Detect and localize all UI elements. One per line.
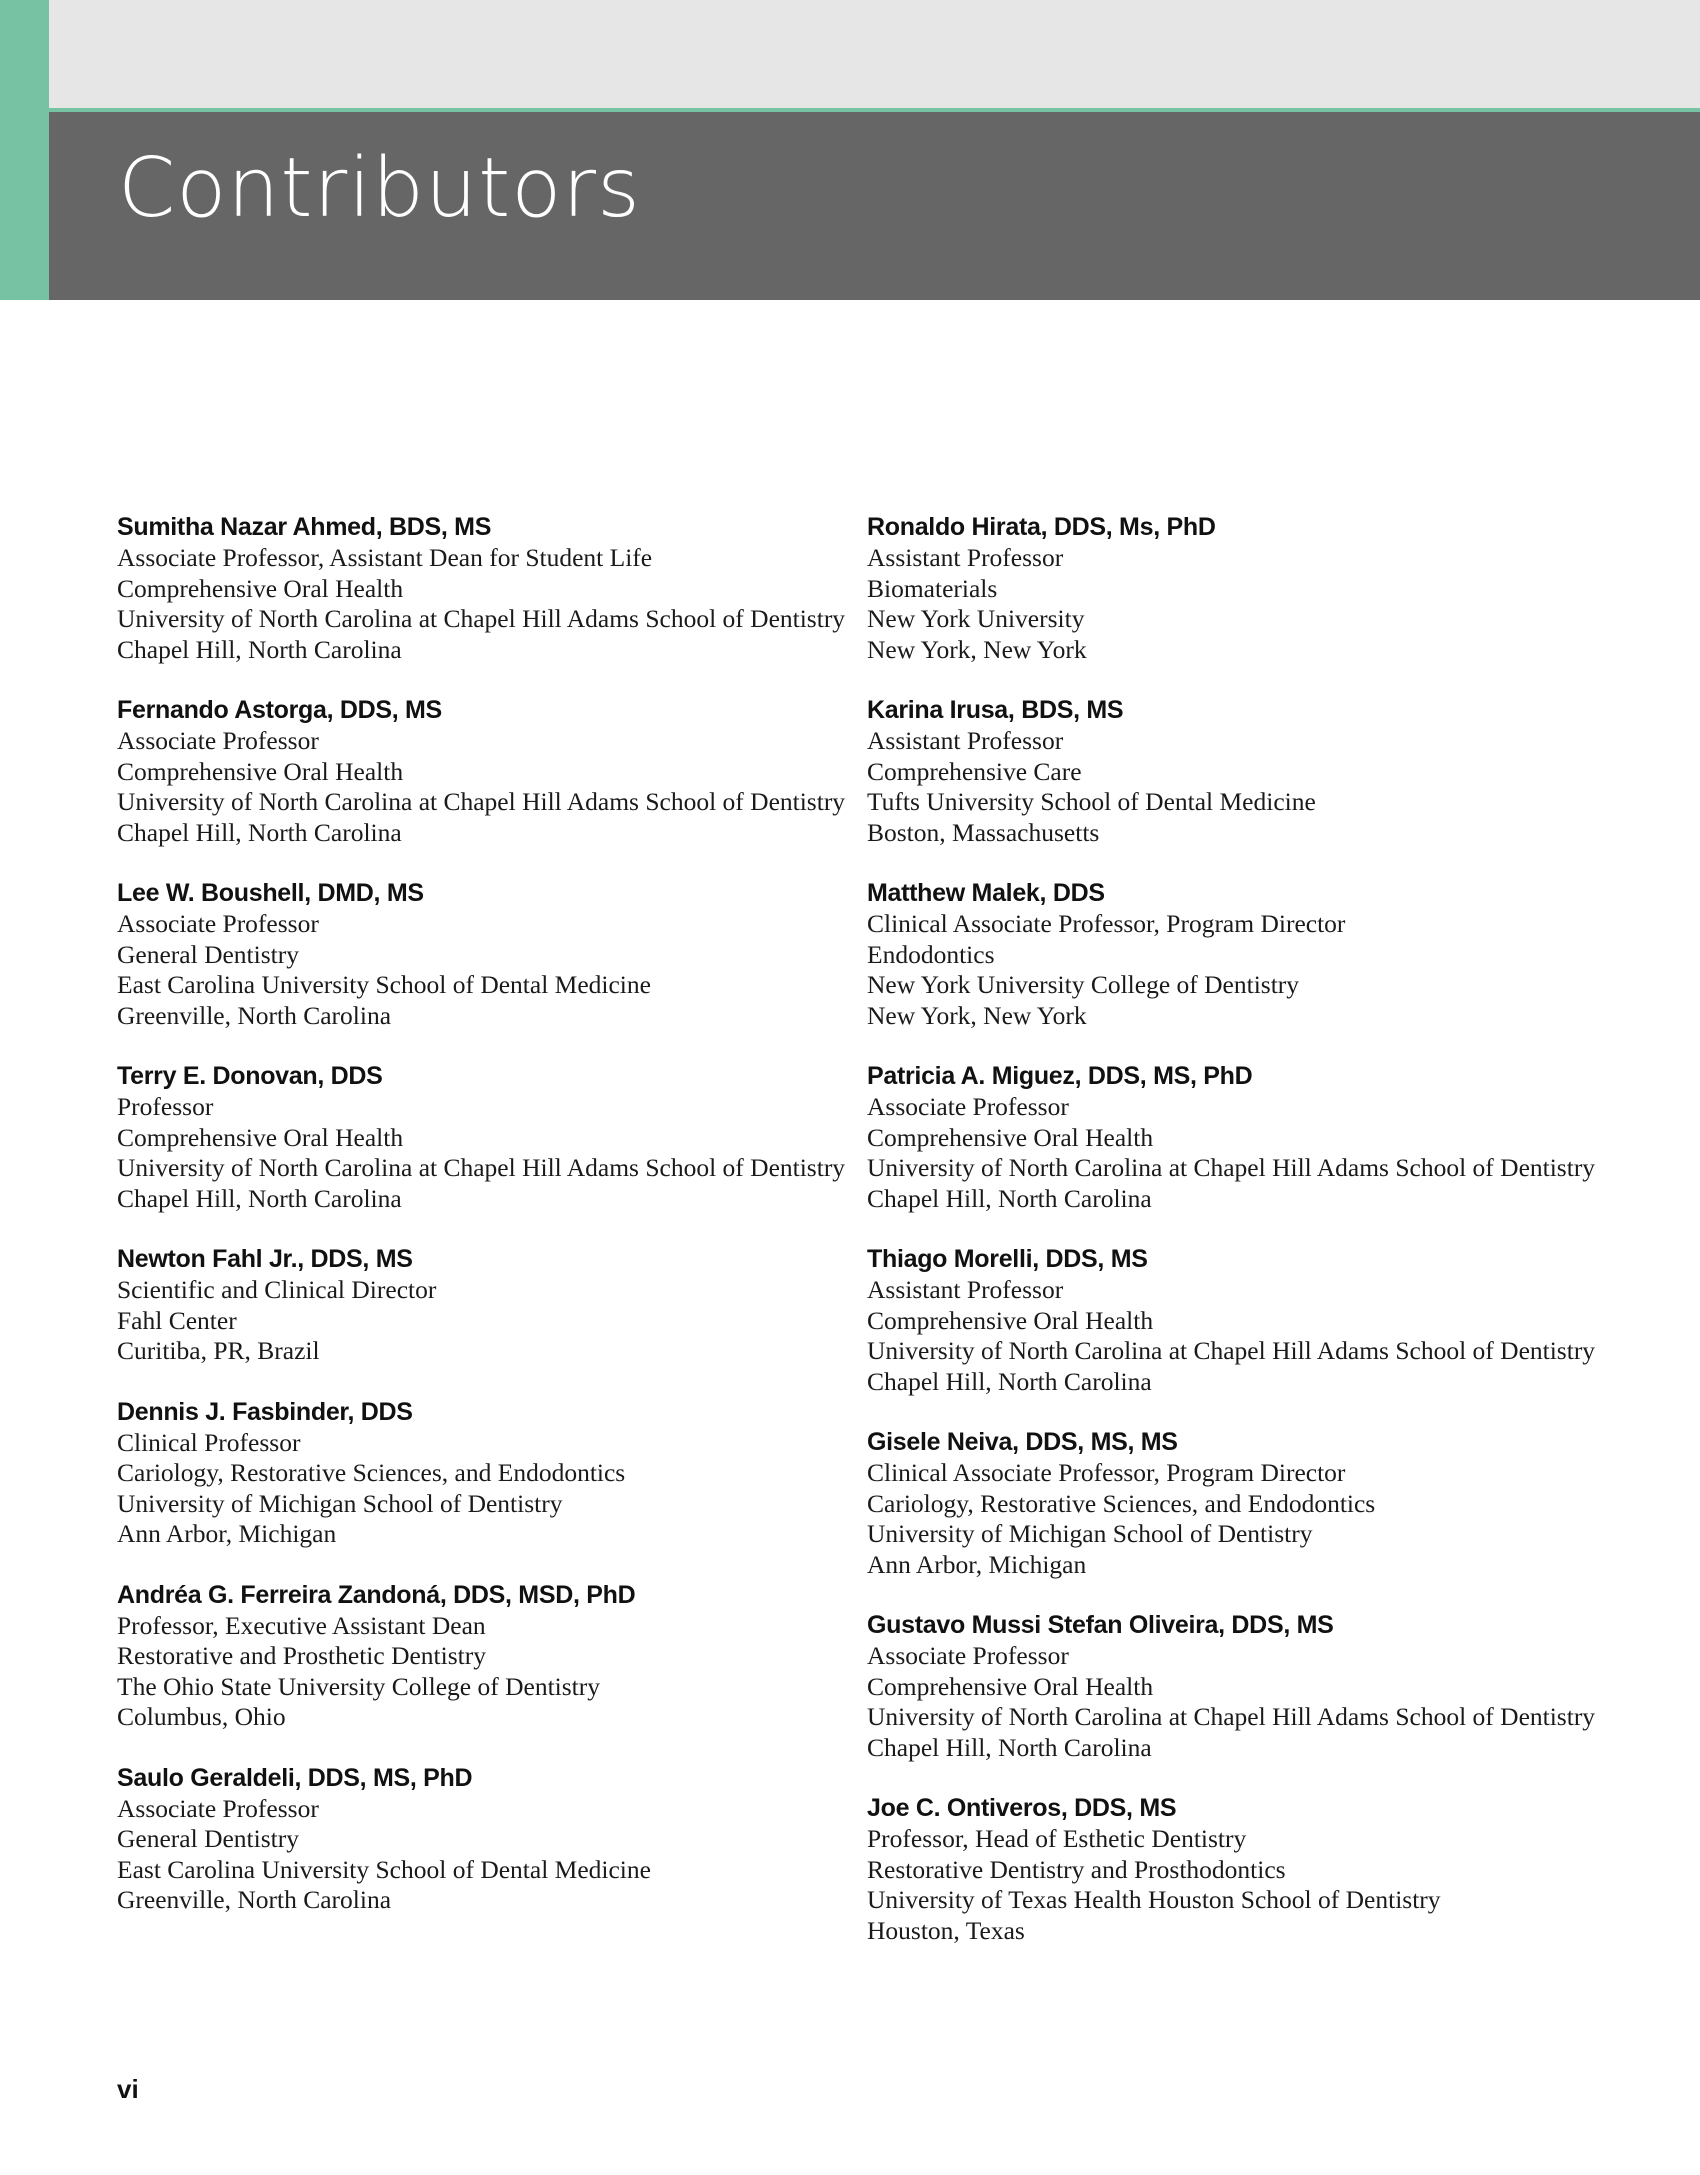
contributor-affiliation-line: Boston, Massachusetts <box>867 817 1100 847</box>
contributor-affiliation-line: University of Michigan School of Dentistry <box>867 1519 1313 1548</box>
contributor-name: Andréa G. Ferreira Zandoná, DDS, MSD, PhD <box>117 1580 636 1609</box>
contributor-entry <box>117 512 877 665</box>
contributor-affiliation-line: University of North Carolina at Chapel Hill Adams School of Dentistry <box>117 787 846 816</box>
contributor-affiliation-line: Fahl Center <box>117 1305 237 1335</box>
contributor-entry <box>867 695 1627 848</box>
contributor-affiliation-line: New York, New York <box>867 1000 1087 1030</box>
contributor-entry <box>117 1580 877 1733</box>
contributor-affiliation-line: Clinical Associate Professor, Program Director <box>867 909 1346 938</box>
contributor-affiliation-line: Associate Professor <box>117 1793 319 1823</box>
contributor-entry <box>867 1244 1627 1397</box>
contributor-entry <box>867 1793 1627 1946</box>
contributor-name: Terry E. Donovan, DDS <box>117 1062 383 1090</box>
contributor-affiliation-line: Clinical Professor <box>117 1427 301 1457</box>
contributor-name: Matthew Malek, DDS <box>867 879 1105 907</box>
contributor-affiliation-line: Assistant Professor <box>867 726 1064 755</box>
page-title: Contributors <box>118 141 641 236</box>
contributor-entry <box>117 1244 877 1367</box>
contributor-affiliation-line: Houston, Texas <box>867 1915 1025 1945</box>
contributor-affiliation-line: East Carolina University School of Dental Medicine <box>117 970 651 999</box>
contributor-affiliation-line: Comprehensive Oral Health <box>117 1122 404 1152</box>
contributor-affiliation-line: Chapel Hill, North Carolina <box>117 1183 402 1213</box>
contributor-entry <box>867 512 1627 665</box>
contributor-affiliation-line: Professor, Executive Assistant Dean <box>117 1610 486 1640</box>
contributor-affiliation-line: Restorative and Prosthetic Dentistry <box>117 1641 486 1670</box>
contributor-entry <box>117 1397 877 1550</box>
contributor-affiliation-line: Associate Professor <box>867 1092 1069 1121</box>
contributor-affiliation-line: Cariology, Restorative Sciences, and Endodontics <box>117 1458 626 1487</box>
contributor-affiliation-line: University of North Carolina at Chapel Hill Adams School of Dentistry <box>867 1702 1596 1731</box>
contributor-affiliation-line: Chapel Hill, North Carolina <box>117 634 402 664</box>
contributor-affiliation-line: Chapel Hill, North Carolina <box>117 817 402 847</box>
contributor-entry <box>117 878 877 1031</box>
contributor-affiliation-line: Professor, Head of Esthetic Dentistry <box>867 1824 1247 1853</box>
contributor-name: Patricia A. Miguez, DDS, MS, PhD <box>867 1062 1253 1090</box>
contributor-entry <box>117 695 877 848</box>
contributor-entry <box>867 1427 1627 1580</box>
contributors-right-column <box>867 512 1627 1976</box>
contributor-affiliation-line: Assistant Professor <box>867 1275 1064 1304</box>
contributor-entry <box>117 1763 877 1916</box>
contributor-affiliation-line: University of North Carolina at Chapel Hill Adams School of Dentistry <box>117 604 846 633</box>
contributor-name: Dennis J. Fasbinder, DDS <box>117 1397 413 1426</box>
contributor-affiliation-line: Comprehensive Oral Health <box>867 1671 1154 1701</box>
contributor-affiliation-line: Biomaterials <box>867 573 998 603</box>
contributor-name: Saulo Geraldeli, DDS, MS, PhD <box>117 1763 473 1792</box>
contributor-name: Sumitha Nazar Ahmed, BDS, MS <box>117 513 492 541</box>
contributor-affiliation-line: Endodontics <box>867 939 995 969</box>
contributor-affiliation-line: Ann Arbor, Michigan <box>867 1549 1087 1579</box>
contributor-affiliation-line: New York University College of Dentistry <box>867 970 1300 999</box>
contributor-affiliation-line: Comprehensive Oral Health <box>867 1305 1154 1335</box>
contributor-affiliation-line: Comprehensive Care <box>867 756 1082 786</box>
contributor-entry <box>117 1061 877 1214</box>
contributor-name: Ronaldo Hirata, DDS, Ms, PhD <box>867 513 1216 541</box>
contributor-affiliation-line: Columbus, Ohio <box>117 1702 286 1731</box>
contributor-affiliation-line: Tufts University School of Dental Medicine <box>867 787 1316 816</box>
contributor-entry <box>867 1061 1627 1214</box>
contributor-affiliation-line: Curitiba, PR, Brazil <box>117 1336 320 1365</box>
contributor-name: Fernando Astorga, DDS, MS <box>117 696 442 724</box>
page-number: vi <box>117 2074 139 2104</box>
contributors-left-column <box>117 512 877 1946</box>
contributor-affiliation-line: Restorative Dentistry and Prosthodontics <box>867 1854 1286 1884</box>
contributor-affiliation-line: Associate Professor, Assistant Dean for Student Life <box>117 543 653 572</box>
contributor-name: Newton Fahl Jr., DDS, MS <box>117 1245 413 1273</box>
contributor-affiliation-line: Greenville, North Carolina <box>117 1000 392 1030</box>
contributor-affiliation-line: Professor <box>117 1092 214 1121</box>
contributor-name: Joe C. Ontiveros, DDS, MS <box>867 1794 1177 1822</box>
contributor-affiliation-line: New York University <box>867 604 1085 633</box>
top-band <box>0 0 1700 110</box>
contributor-affiliation-line: Associate Professor <box>867 1641 1069 1670</box>
contributor-affiliation-line: Cariology, Restorative Sciences, and Endodontics <box>867 1488 1376 1518</box>
accent-bar <box>0 0 49 300</box>
contributor-affiliation-line: General Dentistry <box>117 939 299 969</box>
contributor-affiliation-line: Clinical Associate Professor, Program Director <box>867 1458 1346 1487</box>
contributor-affiliation-line: University of Michigan School of Dentistry <box>117 1488 563 1518</box>
contributor-name: Thiago Morelli, DDS, MS <box>867 1245 1148 1273</box>
contributor-affiliation-line: Scientific and Clinical Director <box>117 1275 437 1304</box>
contributor-entry <box>867 1610 1627 1763</box>
contributor-affiliation-line: University of Texas Health Houston School of Dentistry <box>867 1885 1441 1914</box>
contributor-affiliation-line: General Dentistry <box>117 1824 299 1853</box>
contributor-affiliation-line: Comprehensive Oral Health <box>867 1122 1154 1152</box>
contributor-affiliation-line: Greenville, North Carolina <box>117 1885 392 1914</box>
contributor-affiliation-line: Comprehensive Oral Health <box>117 756 404 786</box>
contributor-affiliation-line: Associate Professor <box>117 909 319 938</box>
contributor-affiliation-line: University of North Carolina at Chapel Hill Adams School of Dentistry <box>867 1336 1596 1365</box>
contributor-name: Gisele Neiva, DDS, MS, MS <box>867 1428 1178 1456</box>
contributor-name: Karina Irusa, BDS, MS <box>867 696 1124 724</box>
contributor-name: Lee W. Boushell, DMD, MS <box>117 879 424 907</box>
contributor-affiliation-line: New York, New York <box>867 634 1087 664</box>
contributor-affiliation-line: University of North Carolina at Chapel Hill Adams School of Dentistry <box>117 1153 846 1182</box>
contributor-affiliation-line: Chapel Hill, North Carolina <box>867 1366 1152 1396</box>
contributor-affiliation-line: Ann Arbor, Michigan <box>117 1519 337 1548</box>
contributor-affiliation-line: East Carolina University School of Dental Medicine <box>117 1854 651 1884</box>
contributor-affiliation-line: Chapel Hill, North Carolina <box>867 1183 1152 1213</box>
contributor-affiliation-line: The Ohio State University College of Dentistry <box>117 1671 600 1701</box>
contributor-affiliation-line: Chapel Hill, North Carolina <box>867 1732 1152 1762</box>
contributor-affiliation-line: Comprehensive Oral Health <box>117 573 404 603</box>
contributor-entry <box>867 878 1627 1031</box>
contributor-name: Gustavo Mussi Stefan Oliveira, DDS, MS <box>867 1611 1334 1639</box>
contributor-affiliation-line: Assistant Professor <box>867 543 1064 572</box>
contributor-affiliation-line: University of North Carolina at Chapel Hill Adams School of Dentistry <box>867 1153 1596 1182</box>
contributor-affiliation-line: Associate Professor <box>117 726 319 755</box>
